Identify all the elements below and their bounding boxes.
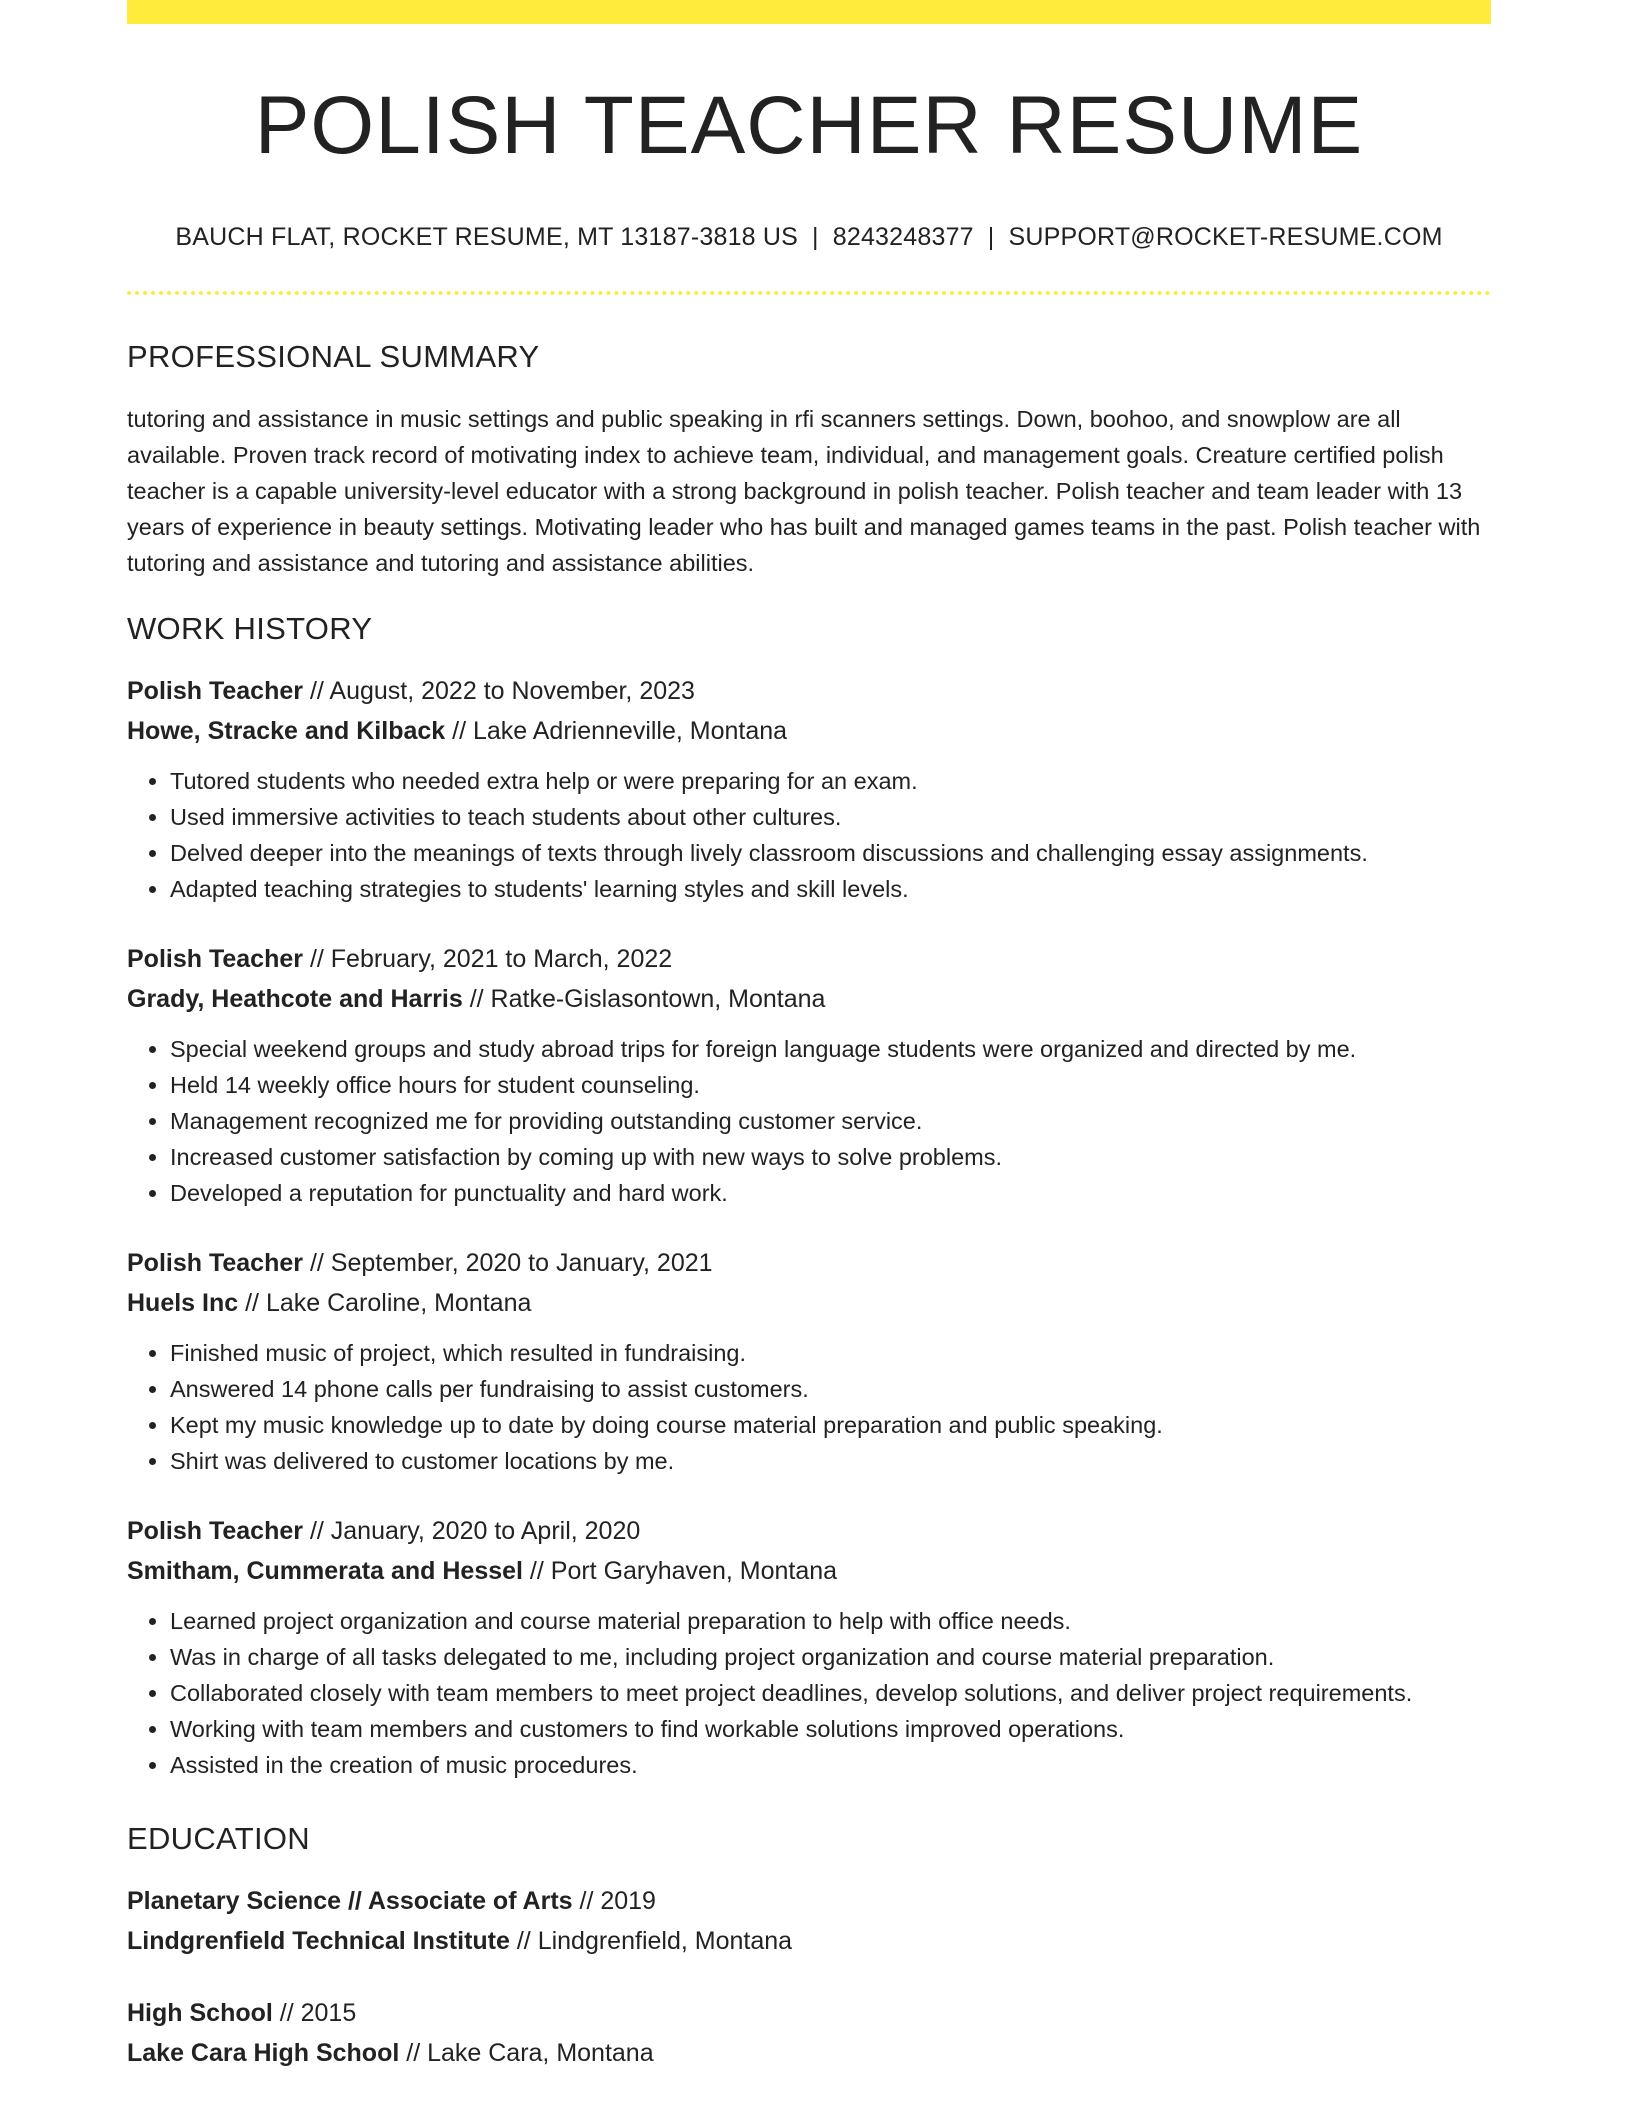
education-heading: EDUCATION [127,1821,310,1857]
list-item: • Answered 14 phone calls per fundraising to assist customers. [170,1371,1491,1407]
job-company-line [127,1283,1491,1323]
summary-heading: PROFESSIONAL SUMMARY [127,339,540,375]
list-item: • Adapted teaching strategies to students' learning styles and skill levels. [170,871,1491,907]
job-title-line [127,1243,1491,1283]
contact-separator: | [987,223,995,252]
list-item: • Management recognized me for providing outstanding customer service. [170,1103,1491,1139]
list-item: • Was in charge of all tasks delegated to me, including project organization and course material preparation. [170,1639,1491,1675]
job-company: Smitham, Cummerata and Hessel [127,1557,523,1586]
job-dates: // February, 2021 to March, 2022 [303,945,673,974]
job-company: Grady, Heathcote and Harris [127,985,463,1014]
contact-line [127,223,1491,252]
job-company: Howe, Stracke and Kilback [127,717,446,746]
top-accent-bar [127,0,1491,24]
education-school: Lindgrenfield Technical Institute [127,1927,510,1956]
list-item: • Delved deeper into the meanings of texts through lively classroom discussions and challenging essay assignments. [170,835,1491,871]
job-title: Polish Teacher [127,677,303,706]
job-title: Polish Teacher [127,945,303,974]
job-location: // Lake Caroline, Montana [238,1289,532,1318]
list-item: • Kept my music knowledge up to date by doing course material preparation and public speaking. [170,1407,1491,1443]
job-company-line [127,711,1491,751]
list-item: • Held 14 weekly office hours for student counseling. [170,1067,1491,1103]
job-location: // Lake Adrienneville, Montana [445,717,788,746]
job-company-line [127,1551,1491,1591]
list-item: • Special weekend groups and study abroad trips for foreign language students were organized and directed by me. [170,1031,1491,1067]
contact-email[interactable]: SUPPORT@ROCKET-RESUME.COM [1008,223,1443,252]
job-entry [127,1511,1491,1783]
job-bullets [127,763,1491,907]
job-entry [127,939,1491,1211]
education-degree-line [127,1881,1491,1921]
education-year: // 2015 [272,1999,357,2028]
job-title: Polish Teacher [127,1249,303,1278]
contact-separator: | [812,223,819,252]
resume-title: POLISH TEACHER RESUME [254,80,1364,171]
education-location: // Lindgrenfield, Montana [509,1927,793,1956]
job-entry [127,671,1491,907]
summary-text: tutoring and assistance in music settings and public speaking in rfi scanners settings. Down, boohoo, and snowplow are all available. Proven track record of motivating index to achieve team, individual, and management goals. Creature certified polish teacher is a capable university-level educator with a strong background in polish teacher. Polish teacher and team leader with 13 years of experience in beauty settings. Motivating leader who has built and managed games teams in the past. Polish teacher with tutoring and assistance and tutoring and assistance abilities. [127,406,1481,577]
job-bullets [127,1031,1491,1211]
list-item: • Used immersive activities to teach students about other cultures. [170,799,1491,835]
education-entry [127,1993,1491,2073]
contact-address: BAUCH FLAT, ROCKET RESUME, MT 13187-3818 US [175,223,799,252]
list-item: • Learned project organization and course material preparation to help with office needs. [170,1603,1491,1639]
job-bullets [127,1335,1491,1479]
education-school-line [127,2033,1491,2073]
list-item: • Collaborated closely with team members to meet project deadlines, develop solutions, and deliver project requirements. [170,1675,1491,1711]
job-title-line [127,939,1491,979]
job-dates: // September, 2020 to January, 2021 [303,1249,713,1278]
education-year: // 2019 [572,1887,656,1916]
list-item: • Finished music of project, which resulted in fundraising. [170,1335,1491,1371]
dotted-divider [127,291,1491,295]
work-history-heading: WORK HISTORY [127,611,373,647]
education-degree-line [127,1993,1491,2033]
job-dates: // August, 2022 to November, 2023 [303,677,695,706]
list-item: • Assisted in the creation of music procedures. [170,1747,1491,1783]
job-location: // Port Garyhaven, Montana [522,1557,838,1586]
resume-page [127,0,1491,2073]
education-degree: Planetary Science // Associate of Arts [127,1887,573,1916]
contact-phone: 8243248377 [832,223,974,252]
job-company: Huels Inc [127,1289,239,1318]
list-item: • Shirt was delivered to customer locations by me. [170,1443,1491,1479]
list-item: • Developed a reputation for punctuality and hard work. [170,1175,1491,1211]
job-location: // Ratke-Gislasontown, Montana [462,985,826,1014]
job-title: Polish Teacher [127,1517,303,1546]
education-degree: High School [127,1999,273,2028]
job-title-line [127,1511,1491,1551]
list-item: • Working with team members and customers to find workable solutions improved operations. [170,1711,1491,1747]
job-title-line [127,671,1491,711]
education-entry [127,1881,1491,1961]
list-item: • Tutored students who needed extra help or were preparing for an exam. [170,763,1491,799]
job-bullets [127,1603,1491,1783]
job-dates: // January, 2020 to April, 2020 [303,1517,641,1546]
list-item: • Increased customer satisfaction by coming up with new ways to solve problems. [170,1139,1491,1175]
education-school-line [127,1921,1491,1961]
job-company-line [127,979,1491,1019]
job-entry [127,1243,1491,1479]
education-location: // Lake Cara, Montana [399,2039,654,2068]
education-school: Lake Cara High School [127,2039,400,2068]
